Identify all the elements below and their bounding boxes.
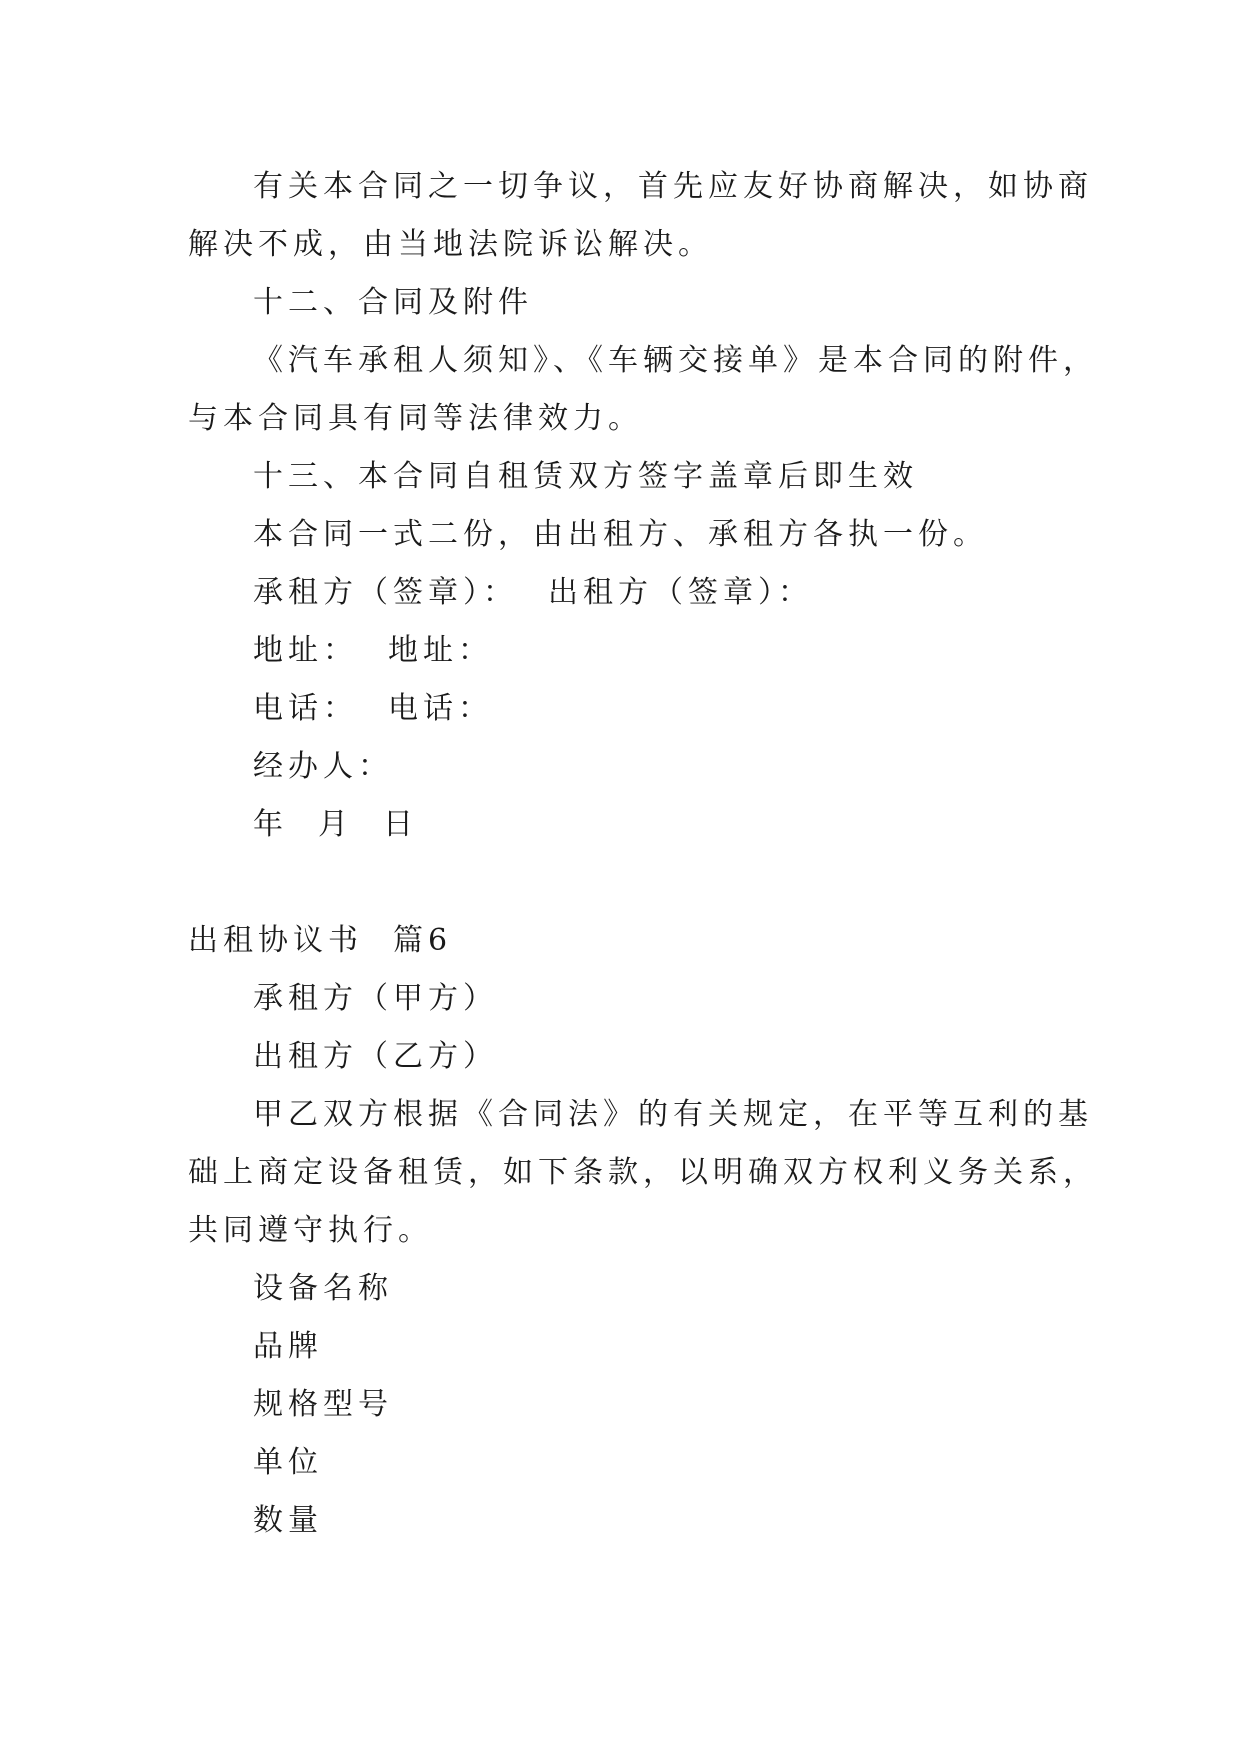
section-number: 篇6 [393,923,453,958]
phone-line [188,680,1068,738]
lessor-address-label: 地址： [388,633,493,668]
paragraph-basis-line-2: 础上商定设备租赁，如下条款，以明确双方权利义务关系， [188,1155,1098,1190]
lessee-address-label: 地址： [253,633,358,668]
paragraph-basis-line-1: 甲乙双方根据《合同法》的有关规定，在平等互利的基 [253,1097,1093,1132]
field-model: 规格型号 [253,1387,393,1422]
paragraph-attachments-line-2: 与本合同具有同等法律效力。 [188,401,643,436]
paragraph-attachments-line-1: 《汽车承租人须知》、《车辆交接单》是本合同的附件， [253,343,1098,378]
date-year-label: 年 [253,807,288,842]
document-body [188,158,1098,1550]
field-unit: 单位 [253,1445,323,1480]
date-day-label: 日 [383,807,418,842]
clause-12-heading: 十二、合同及附件 [253,285,533,320]
handler-label: 经办人： [253,749,393,784]
field-quantity: 数量 [253,1503,323,1538]
lessor-signature-label: 出租方（签章）： [548,575,813,610]
party-a-label: 承租方（甲方） [253,981,498,1016]
party-b-label: 出租方（乙方） [253,1039,498,1074]
paragraph-dispute-line-1: 有关本合同之一切争议，首先应友好协商解决，如协商 [253,169,1093,204]
lessee-phone-label: 电话： [253,691,358,726]
section-heading [188,912,1068,970]
lessee-signature-label: 承租方（签章）： [253,575,518,610]
field-brand: 品牌 [253,1329,323,1364]
address-line [188,622,1068,680]
signature-line [188,564,1068,622]
lessor-phone-label: 电话： [388,691,493,726]
date-line [188,796,1068,854]
date-month-label: 月 [318,807,353,842]
paragraph-basis-line-3: 共同遵守执行。 [188,1213,433,1248]
paragraph-copies: 本合同一式二份，由出租方、承租方各执一份。 [253,517,988,552]
field-equipment-name: 设备名称 [253,1271,393,1306]
section-title: 出租协议书 [188,923,363,958]
clause-13-heading: 十三、本合同自租赁双方签字盖章后即生效 [253,459,918,494]
section-spacer [188,854,1068,912]
paragraph-dispute-line-2: 解决不成，由当地法院诉讼解决。 [188,227,713,262]
